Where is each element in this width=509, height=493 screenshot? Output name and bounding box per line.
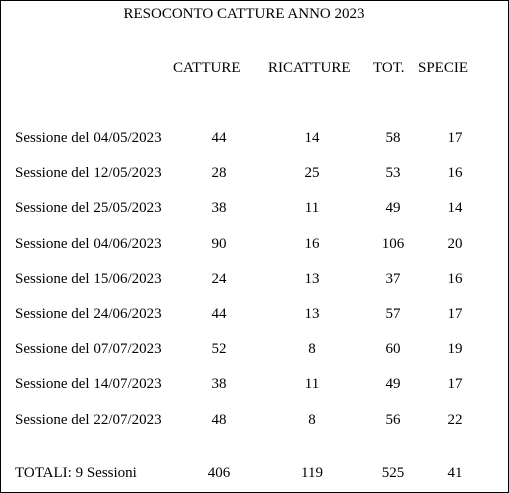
session-label: Sessione del 07/07/2023 [15,341,162,357]
cell-specie: 20 [447,236,463,252]
header-specie: SPECIE [418,60,469,76]
cell-specie: 22 [447,412,463,428]
cell-specie: 17 [447,376,463,392]
cell-ricatture: 25 [304,165,320,181]
session-label: Sessione del 04/05/2023 [15,130,162,146]
cell-specie: 14 [447,200,463,216]
cell-tot: 58 [385,130,401,146]
cell-catture: 44 [211,306,227,322]
session-label: Sessione del 24/06/2023 [15,306,162,322]
cell-catture: 38 [211,200,227,216]
cell-tot: 49 [385,376,401,392]
cell-catture: 52 [211,341,227,357]
cell-catture: 28 [211,165,227,181]
cell-ricatture: 11 [304,376,320,392]
cell-ricatture: 13 [304,306,320,322]
cell-specie: 17 [447,130,463,146]
totals-label: TOTALI: 9 Sessioni [15,465,137,481]
cell-tot: 56 [385,412,401,428]
session-label: Sessione del 04/06/2023 [15,236,162,252]
cell-specie: 19 [447,341,463,357]
session-label: Sessione del 25/05/2023 [15,200,162,216]
cell-ricatture: 14 [304,130,320,146]
session-label: Sessione del 15/06/2023 [15,271,162,287]
session-label: Sessione del 22/07/2023 [15,412,162,428]
cell-ricatture: 8 [308,412,316,428]
session-label: Sessione del 12/05/2023 [15,165,162,181]
totals-ricatture: 119 [301,465,323,481]
cell-tot: 37 [385,271,401,287]
cell-specie: 16 [447,165,463,181]
cell-specie: 17 [447,306,463,322]
cell-catture: 48 [211,412,227,428]
cell-tot: 106 [381,236,405,252]
cell-ricatture: 13 [304,271,320,287]
totals-tot: 525 [381,465,405,481]
cell-ricatture: 11 [304,200,320,216]
totals-catture: 406 [207,465,231,481]
session-label: Sessione del 14/07/2023 [15,376,162,392]
report-title: RESOCONTO CATTURE ANNO 2023 [123,6,365,22]
cell-specie: 16 [447,271,463,287]
totals-specie: 41 [447,465,463,481]
cell-catture: 90 [211,236,227,252]
header-catture: CATTURE [173,60,241,76]
cell-catture: 24 [211,271,227,287]
cell-tot: 57 [385,306,401,322]
cell-catture: 44 [211,130,227,146]
cell-tot: 49 [385,200,401,216]
cell-ricatture: 16 [304,236,320,252]
cell-ricatture: 8 [308,341,316,357]
header-ricatture: RICATTURE [268,60,351,76]
cell-tot: 60 [385,341,401,357]
cell-tot: 53 [385,165,401,181]
header-tot: TOT. [373,60,405,76]
cell-catture: 38 [211,376,227,392]
